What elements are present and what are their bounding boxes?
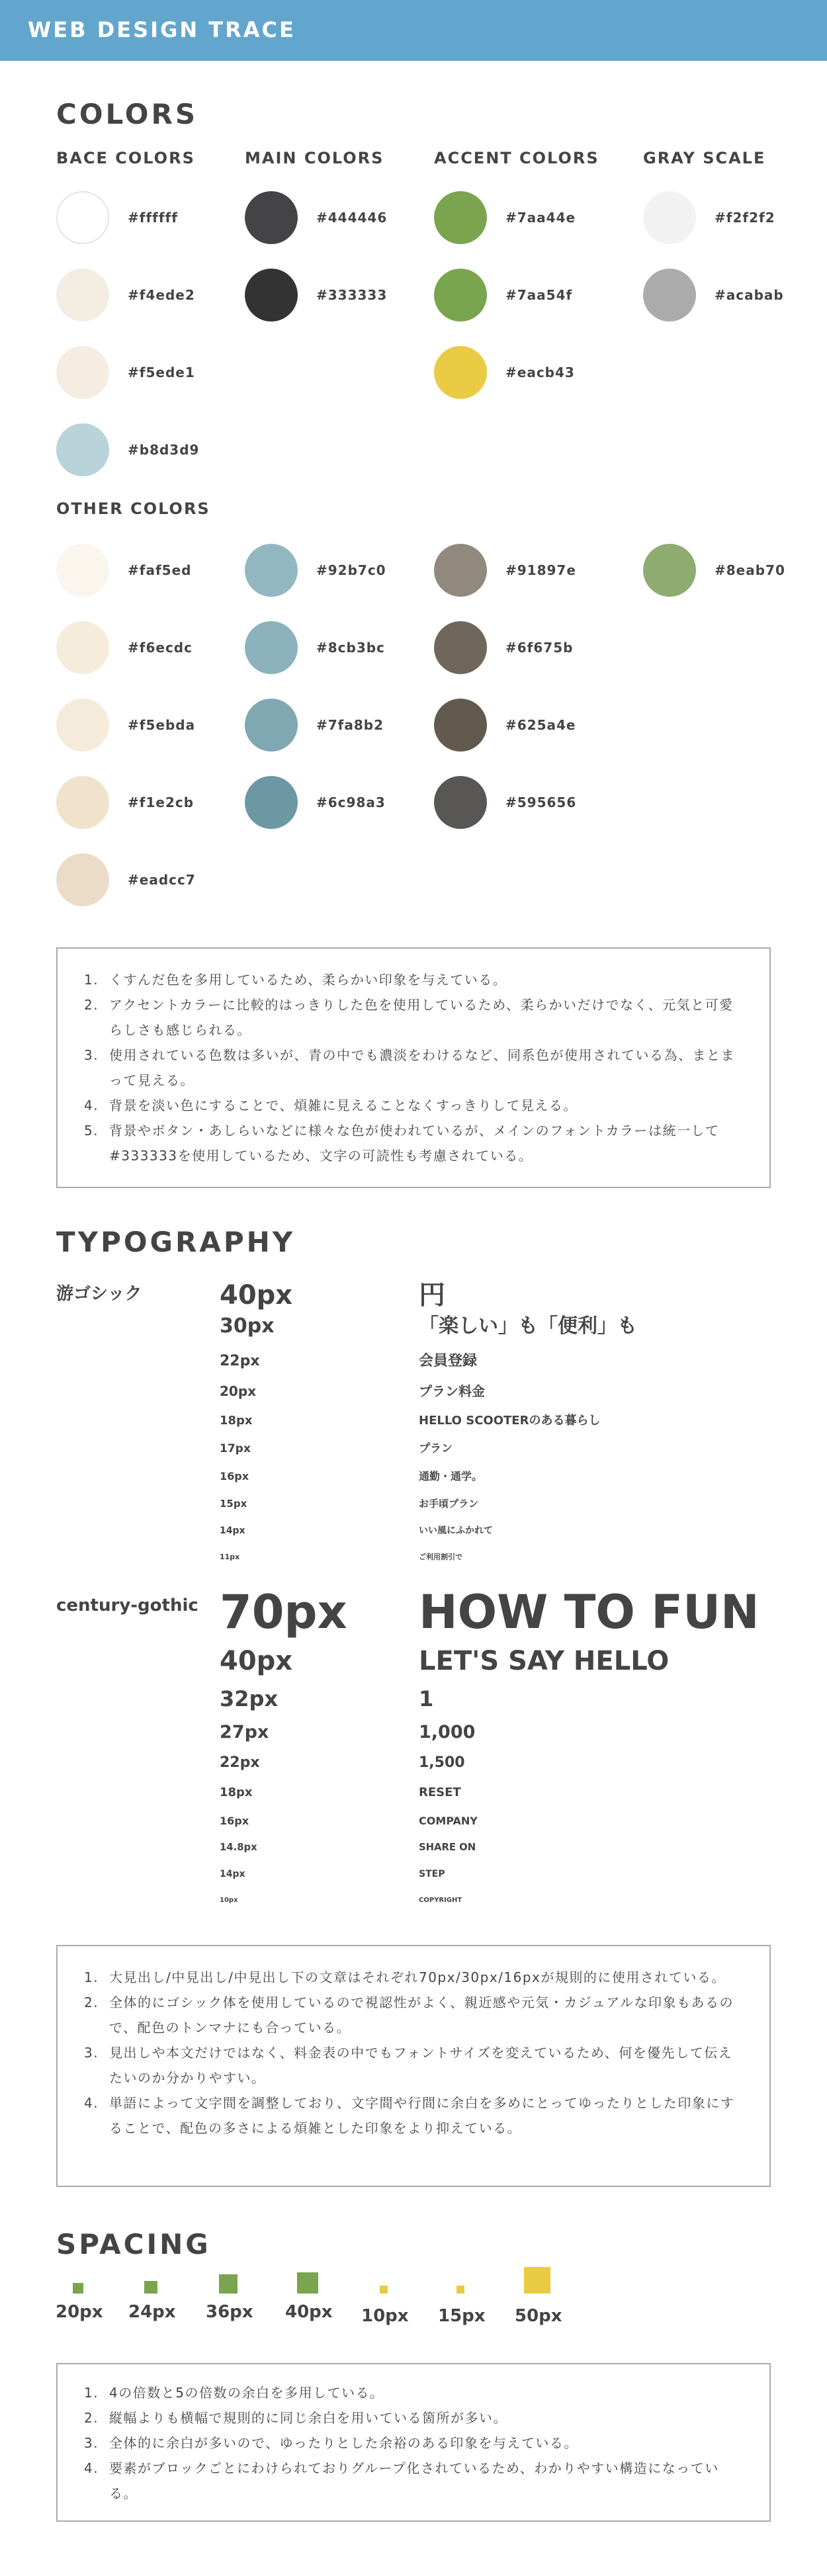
color-swatch	[56, 423, 321, 476]
color-hex-label: #f2f2f2	[715, 210, 775, 226]
font-sample-text: プラン	[419, 1441, 453, 1455]
color-hex-label: #8cb3bc	[316, 640, 385, 656]
spacing-square	[73, 2283, 83, 2294]
font-sample-text: 1,500	[419, 1754, 465, 1771]
note-item	[84, 967, 743, 992]
color-circle	[434, 621, 487, 674]
color-circle	[643, 269, 696, 322]
color-swatch	[56, 346, 321, 399]
note-number: 2.	[84, 2410, 99, 2426]
color-hex-label: #eadcc7	[128, 872, 196, 888]
spacing-section-title: SPACING	[56, 2228, 211, 2260]
note-text: 大見出し/中見出し/中見出し下の文章はそれぞれ70px/30px/16pxが規則的に使用されている。	[109, 1969, 726, 1985]
color-circle	[56, 544, 109, 597]
note-item	[84, 2040, 743, 2090]
note-number: 3.	[84, 2435, 99, 2451]
note-number: 2.	[84, 1995, 99, 2010]
spacing-value-label: 50px	[515, 2306, 562, 2326]
spacing-square	[457, 2286, 464, 2294]
color-circle	[245, 544, 298, 597]
note-text: 背景やボタン・あしらいなどに様々な色が使われているが、メインのフォントカラーは統一して#333333を使用しているため、文字の可読性も考慮されている。	[109, 1123, 720, 1164]
color-circle	[434, 346, 487, 399]
color-hex-label: #91897e	[505, 562, 576, 578]
spacing-value-label: 36px	[206, 2302, 253, 2322]
font-sample-text: STEP	[419, 1869, 445, 1879]
font-size-label: 11px	[220, 1552, 240, 1561]
color-hex-label: #f6ecdc	[128, 640, 193, 656]
spacing-value-label: 15px	[438, 2306, 486, 2326]
spacing-notes-box	[56, 2363, 771, 2522]
font-sample-text: HOW TO FUN	[419, 1585, 760, 1639]
note-text: アクセントカラーに比較的はっきりした色を使用しているため、柔らかいだけでなく、元気と可愛らしさも感じられる。	[109, 997, 734, 1038]
color-hex-label: #faf5ed	[128, 562, 192, 578]
spacing-square	[144, 2281, 157, 2294]
color-circle	[434, 191, 487, 244]
font-size-label: 70px	[220, 1585, 347, 1639]
note-number: 4.	[84, 1097, 99, 1113]
font-size-label: 16px	[220, 1470, 249, 1482]
color-hex-label: #f4ede2	[128, 287, 195, 303]
color-circle	[643, 191, 696, 244]
font-size-label: 40px	[220, 1646, 293, 1676]
color-circle	[434, 269, 487, 322]
spacing-square	[524, 2267, 550, 2294]
colors-notes-box	[56, 947, 771, 1188]
font-sample-text: RESET	[419, 1785, 461, 1799]
color-hex-label: #625a4e	[505, 717, 576, 733]
font-size-label: 10px	[220, 1897, 238, 1904]
font-size-label: 22px	[220, 1754, 260, 1771]
font-family-name: century-gothic	[56, 1596, 198, 1615]
color-group-title: ACCENT COLORS	[434, 149, 599, 167]
font-family-name: 游ゴシック	[56, 1284, 142, 1304]
note-number: 2.	[84, 997, 99, 1013]
color-group-title: GRAY SCALE	[643, 149, 766, 167]
spacing-square	[297, 2272, 318, 2294]
color-circle	[434, 544, 487, 597]
color-circle	[56, 699, 109, 751]
spacing-notes-list	[84, 2380, 743, 2506]
color-circle	[245, 699, 298, 751]
font-sample-text: 1,000	[419, 1721, 476, 1742]
note-text: 見出しや本文だけではなく、料金表の中でもフォントサイズを変えているため、何を優先して伝えたいのか分かりやすい。	[109, 2045, 733, 2086]
color-group-title: BACE COLORS	[56, 149, 195, 167]
note-text: 単語によって文字間を調整しており、文字間や行間に余白を多めにとってゆったりとした印象にすることで、配色の多さによる煩雑とした印象をより抑えている。	[109, 2095, 735, 2136]
colors-section-title: COLORS	[56, 98, 198, 130]
color-circle	[56, 191, 109, 244]
font-sample-text: COMPANY	[419, 1815, 478, 1827]
font-size-label: 18px	[220, 1414, 253, 1428]
color-circle	[56, 346, 109, 399]
color-circle	[245, 191, 298, 244]
note-text: 全体的に余白が多いので、ゆったりとした余裕のある印象を与えている。	[109, 2435, 578, 2451]
note-text: 要素がブロックごとにわけられておりグループ化されているため、わかりやすい構造になっている。	[109, 2460, 719, 2501]
note-item	[84, 1990, 743, 2040]
color-swatch	[434, 346, 699, 399]
color-circle	[56, 423, 109, 476]
page-header	[0, 0, 827, 61]
font-size-label: 18px	[220, 1785, 253, 1799]
color-circle	[56, 621, 109, 674]
color-hex-label: #f5ede1	[128, 365, 195, 380]
color-swatch	[434, 776, 699, 829]
font-size-label: 14px	[220, 1869, 245, 1879]
note-number: 5.	[84, 1123, 99, 1138]
font-sample-text: プラン料金	[419, 1383, 485, 1399]
color-hex-label: #eacb43	[505, 365, 575, 380]
color-swatch	[56, 853, 321, 906]
font-sample-text: いい風にふかれて	[419, 1525, 493, 1536]
note-number: 4.	[84, 2095, 99, 2111]
color-circle	[434, 699, 487, 751]
note-item	[84, 1043, 743, 1093]
spacing-value-label: 20px	[56, 2302, 103, 2322]
note-number: 1.	[84, 972, 99, 988]
color-circle	[434, 776, 487, 829]
font-sample-text: 会員登録	[419, 1353, 478, 1369]
font-size-label: 22px	[220, 1353, 260, 1369]
font-size-label: 40px	[220, 1280, 293, 1310]
note-item	[84, 1093, 743, 1118]
note-text: 背景を淡い色にすることで、煩雑に見えることなくすっきりして見える。	[109, 1097, 578, 1113]
color-swatch	[434, 699, 699, 751]
font-sample-text: HELLO SCOOTERのある暮らし	[419, 1414, 601, 1428]
color-hex-label: #92b7c0	[316, 562, 386, 578]
font-size-label: 30px	[220, 1314, 275, 1338]
note-number: 4.	[84, 2460, 99, 2476]
color-circle	[56, 853, 109, 906]
color-swatch	[434, 621, 699, 674]
note-item	[84, 992, 743, 1043]
color-circle	[245, 776, 298, 829]
typography-notes-box	[56, 1945, 771, 2187]
font-size-label: 27px	[220, 1721, 269, 1742]
font-size-label: 14.8px	[220, 1841, 257, 1853]
color-hex-label: #ffffff	[128, 210, 178, 226]
font-sample-text: 「楽しい」も「便利」も	[419, 1314, 637, 1338]
note-item	[84, 2430, 743, 2456]
font-size-label: 17px	[220, 1441, 251, 1455]
font-size-label: 15px	[220, 1497, 247, 1510]
font-size-label: 20px	[220, 1383, 257, 1399]
note-item	[84, 2090, 743, 2141]
spacing-square	[380, 2286, 388, 2294]
color-swatch	[643, 191, 827, 244]
color-group-title: MAIN COLORS	[245, 149, 384, 167]
note-text: 縦幅よりも横幅で規則的に同じ余白を用いている箇所が多い。	[109, 2410, 507, 2426]
note-text: 4の倍数と5の倍数の余白を多用している。	[109, 2385, 384, 2401]
font-sample-text: 通勤・通学。	[419, 1470, 483, 1482]
spacing-value-label: 40px	[285, 2302, 333, 2322]
note-number: 1.	[84, 1969, 99, 1985]
note-item	[84, 1965, 743, 1990]
color-hex-label: #b8d3d9	[128, 442, 200, 458]
note-number: 3.	[84, 1047, 99, 1063]
color-hex-label: #595656	[505, 794, 577, 810]
color-circle	[643, 544, 696, 597]
color-hex-label: #f1e2cb	[128, 794, 195, 810]
typography-section-title: TYPOGRAPHY	[56, 1226, 296, 1258]
color-swatch	[643, 269, 827, 322]
note-item	[84, 2405, 743, 2430]
header-title: WEB DESIGN TRACE	[28, 17, 296, 42]
color-hex-label: #6c98a3	[316, 794, 386, 810]
spacing-square	[219, 2274, 238, 2294]
font-sample-text: ご利用割引で	[419, 1552, 462, 1561]
color-circle	[245, 621, 298, 674]
note-number: 3.	[84, 2045, 99, 2061]
font-sample-text: お手頃プラン	[419, 1497, 479, 1510]
font-size-label: 16px	[220, 1815, 249, 1827]
typography-notes-list	[84, 1965, 743, 2141]
color-circle	[56, 776, 109, 829]
color-hex-label: #acabab	[715, 287, 784, 303]
color-hex-label: #7aa54f	[505, 287, 573, 303]
color-hex-label: #333333	[316, 287, 388, 303]
note-item	[84, 2380, 743, 2405]
other-colors-title: OTHER COLORS	[56, 499, 210, 518]
font-sample-text: SHARE ON	[419, 1841, 476, 1853]
note-item	[84, 2456, 743, 2506]
note-item	[84, 1118, 743, 1168]
color-circle	[245, 269, 298, 322]
color-hex-label: #8eab70	[715, 562, 785, 578]
colors-notes-list	[84, 967, 743, 1168]
note-text: くすんだ色を多用しているため、柔らかい印象を与えている。	[109, 972, 507, 988]
font-sample-text: 1	[419, 1686, 434, 1711]
color-circle	[56, 269, 109, 322]
note-text: 使用されている色数は多いが、青の中でも濃淡をわけるなど、同系色が使用されている為、まとまって見える。	[109, 1047, 735, 1088]
font-sample-text: LET'S SAY HELLO	[419, 1646, 670, 1676]
color-hex-label: #6f675b	[505, 640, 574, 656]
color-hex-label: #7aa44e	[505, 210, 576, 226]
spacing-value-label: 24px	[128, 2302, 176, 2322]
font-size-label: 32px	[220, 1686, 279, 1711]
color-hex-label: #f5ebda	[128, 717, 196, 733]
color-hex-label: #7fa8b2	[316, 717, 384, 733]
note-number: 1.	[84, 2385, 99, 2401]
note-text: 全体的にゴシック体を使用しているので視認性がよく、親近感や元気・カジュアルな印象もあるので、配色のトンマナにも合っている。	[109, 1995, 734, 2036]
color-swatch	[643, 544, 827, 597]
font-sample-text: COPYRIGHT	[419, 1897, 462, 1904]
spacing-value-label: 10px	[361, 2306, 409, 2326]
font-sample-text: 円	[419, 1280, 445, 1310]
font-size-label: 14px	[220, 1525, 245, 1536]
color-hex-label: #444446	[316, 210, 388, 226]
